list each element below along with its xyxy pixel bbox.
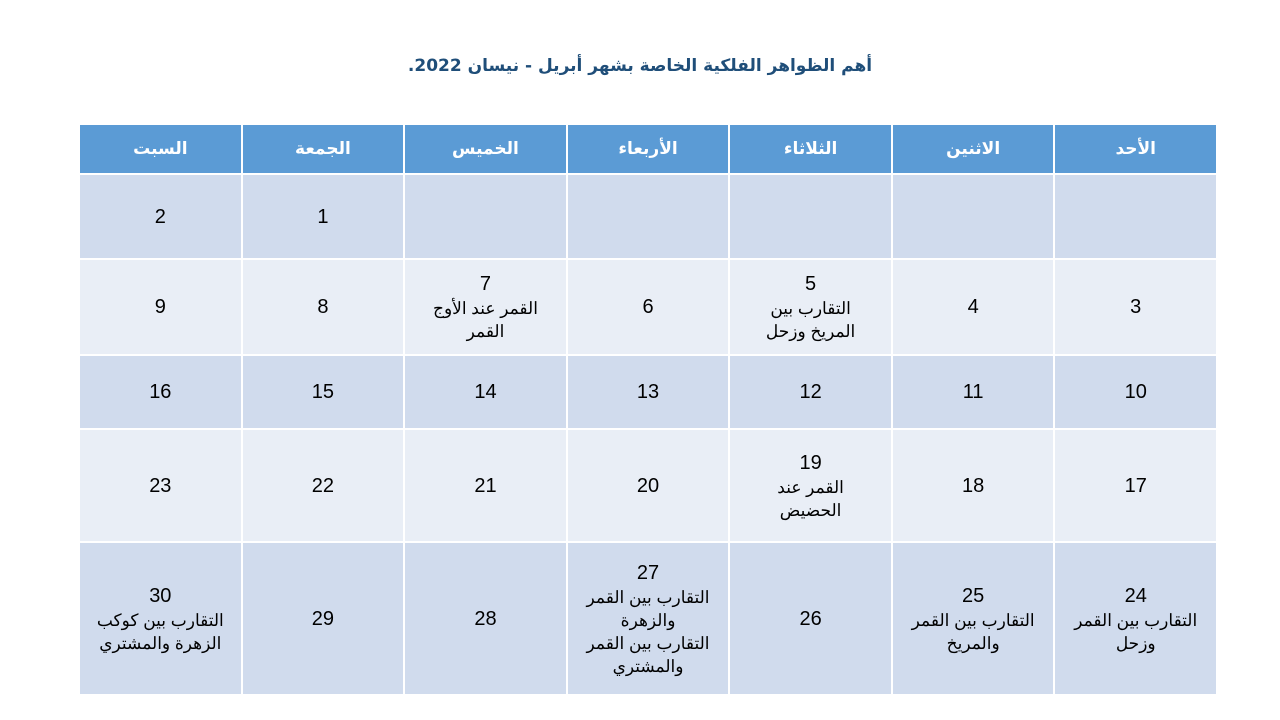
day-number: 23 — [149, 474, 172, 497]
event-text: التقارب بين القمر — [586, 633, 710, 653]
calendar-week-row — [79, 259, 1217, 355]
day-number: 28 — [474, 607, 497, 630]
event-text: التقارب بين القمر — [911, 610, 1035, 630]
day-number: 15 — [311, 381, 335, 403]
calendar-week-row — [79, 174, 1217, 259]
calendar-day-cell — [567, 542, 730, 695]
page-title: أهم الظواهر الفلكية الخاصة بشهر أبريل - نيسان 2022. — [407, 56, 873, 76]
event-text: الزهرة والمشتري — [99, 633, 222, 653]
day-number: 29 — [311, 607, 335, 630]
calendar-day-cell — [1054, 429, 1217, 542]
event-text: القمر عند — [777, 477, 844, 497]
calendar-body — [79, 174, 1217, 695]
day-number: 22 — [311, 474, 335, 497]
calendar-day-cell — [892, 542, 1055, 695]
calendar-day-cell — [79, 429, 242, 542]
day-header-thursday: الخميس — [404, 124, 567, 174]
day-number: 25 — [962, 584, 985, 607]
day-number: 1 — [317, 205, 329, 228]
event-text: والزهرة — [620, 610, 676, 630]
calendar-day-cell — [892, 259, 1055, 355]
day-number: 6 — [642, 296, 654, 318]
day-header-monday: الاثنين — [892, 124, 1055, 174]
day-number: 20 — [636, 474, 660, 497]
day-number: 10 — [1124, 381, 1147, 403]
day-number: 7 — [479, 273, 492, 295]
calendar-day-cell — [892, 355, 1055, 429]
day-number: 9 — [154, 296, 166, 318]
day-number: 30 — [149, 584, 172, 607]
day-number: 21 — [474, 474, 497, 497]
day-number: 13 — [636, 381, 660, 403]
calendar-day-cell — [79, 542, 242, 695]
calendar-day-cell — [404, 429, 567, 542]
day-number: 8 — [317, 296, 329, 318]
calendar-day-cell — [242, 542, 405, 695]
calendar-day-cell — [79, 355, 242, 429]
day-number: 17 — [1124, 474, 1147, 497]
calendar-table — [78, 123, 1218, 696]
event-text: التقارب بين كوكب — [96, 610, 224, 630]
event-text: التقارب بين القمر — [586, 587, 710, 607]
day-number: 26 — [799, 607, 822, 630]
day-header-tuesday: الثلاثاء — [729, 124, 892, 174]
event-text: المريخ وزحل — [765, 322, 856, 341]
event-text: والمريخ — [946, 633, 1000, 653]
calendar-day-cell — [892, 174, 1055, 259]
day-number: 18 — [962, 474, 985, 497]
calendar-header-row — [79, 124, 1217, 174]
day-number: 24 — [1124, 584, 1147, 607]
calendar-day-cell — [242, 259, 405, 355]
calendar-day-cell — [567, 259, 730, 355]
day-number: 4 — [967, 296, 979, 318]
event-text: والمشتري — [612, 656, 684, 676]
day-number: 16 — [149, 381, 172, 403]
calendar-day-cell — [729, 259, 892, 355]
calendar-day-cell — [79, 174, 242, 259]
calendar-day-cell — [1054, 355, 1217, 429]
calendar-day-cell — [404, 542, 567, 695]
calendar-week-row — [79, 355, 1217, 429]
day-number: 5 — [805, 273, 817, 295]
day-number: 19 — [799, 451, 822, 474]
calendar-day-cell — [242, 355, 405, 429]
calendar-day-cell — [242, 174, 405, 259]
day-header-sunday: الأحد — [1054, 124, 1217, 174]
day-number: 14 — [474, 381, 497, 403]
event-text: القمر عند الأوج — [432, 299, 538, 318]
event-text: التقارب بين — [770, 299, 851, 318]
calendar-day-cell — [729, 355, 892, 429]
day-number: 2 — [154, 205, 166, 228]
calendar-day-cell — [729, 429, 892, 542]
calendar-day-cell — [1054, 259, 1217, 355]
calendar-week-row — [79, 542, 1217, 695]
calendar-day-cell — [1054, 542, 1217, 695]
day-number: 11 — [962, 381, 984, 403]
calendar-day-cell — [404, 174, 567, 259]
day-header-saturday: السبت — [79, 124, 242, 174]
calendar-day-cell — [567, 174, 730, 259]
day-header-friday: الجمعة — [242, 124, 405, 174]
event-text: القمر — [466, 322, 505, 341]
calendar-day-cell — [404, 259, 567, 355]
calendar-day-cell — [404, 355, 567, 429]
calendar-day-cell — [729, 174, 892, 259]
day-header-wednesday: الأربعاء — [567, 124, 730, 174]
calendar-day-cell — [1054, 174, 1217, 259]
day-number: 27 — [636, 561, 660, 584]
calendar-day-cell — [567, 429, 730, 542]
event-text: وزحل — [1115, 633, 1156, 653]
day-number: 12 — [799, 381, 822, 403]
day-number: 3 — [1130, 296, 1142, 318]
event-text: التقارب بين القمر — [1074, 610, 1198, 630]
calendar-day-cell — [79, 259, 242, 355]
calendar-week-row — [79, 429, 1217, 542]
calendar-day-cell — [242, 429, 405, 542]
calendar-day-cell — [567, 355, 730, 429]
calendar-day-cell — [729, 542, 892, 695]
event-text: الحضيض — [779, 500, 842, 520]
calendar-day-cell — [892, 429, 1055, 542]
